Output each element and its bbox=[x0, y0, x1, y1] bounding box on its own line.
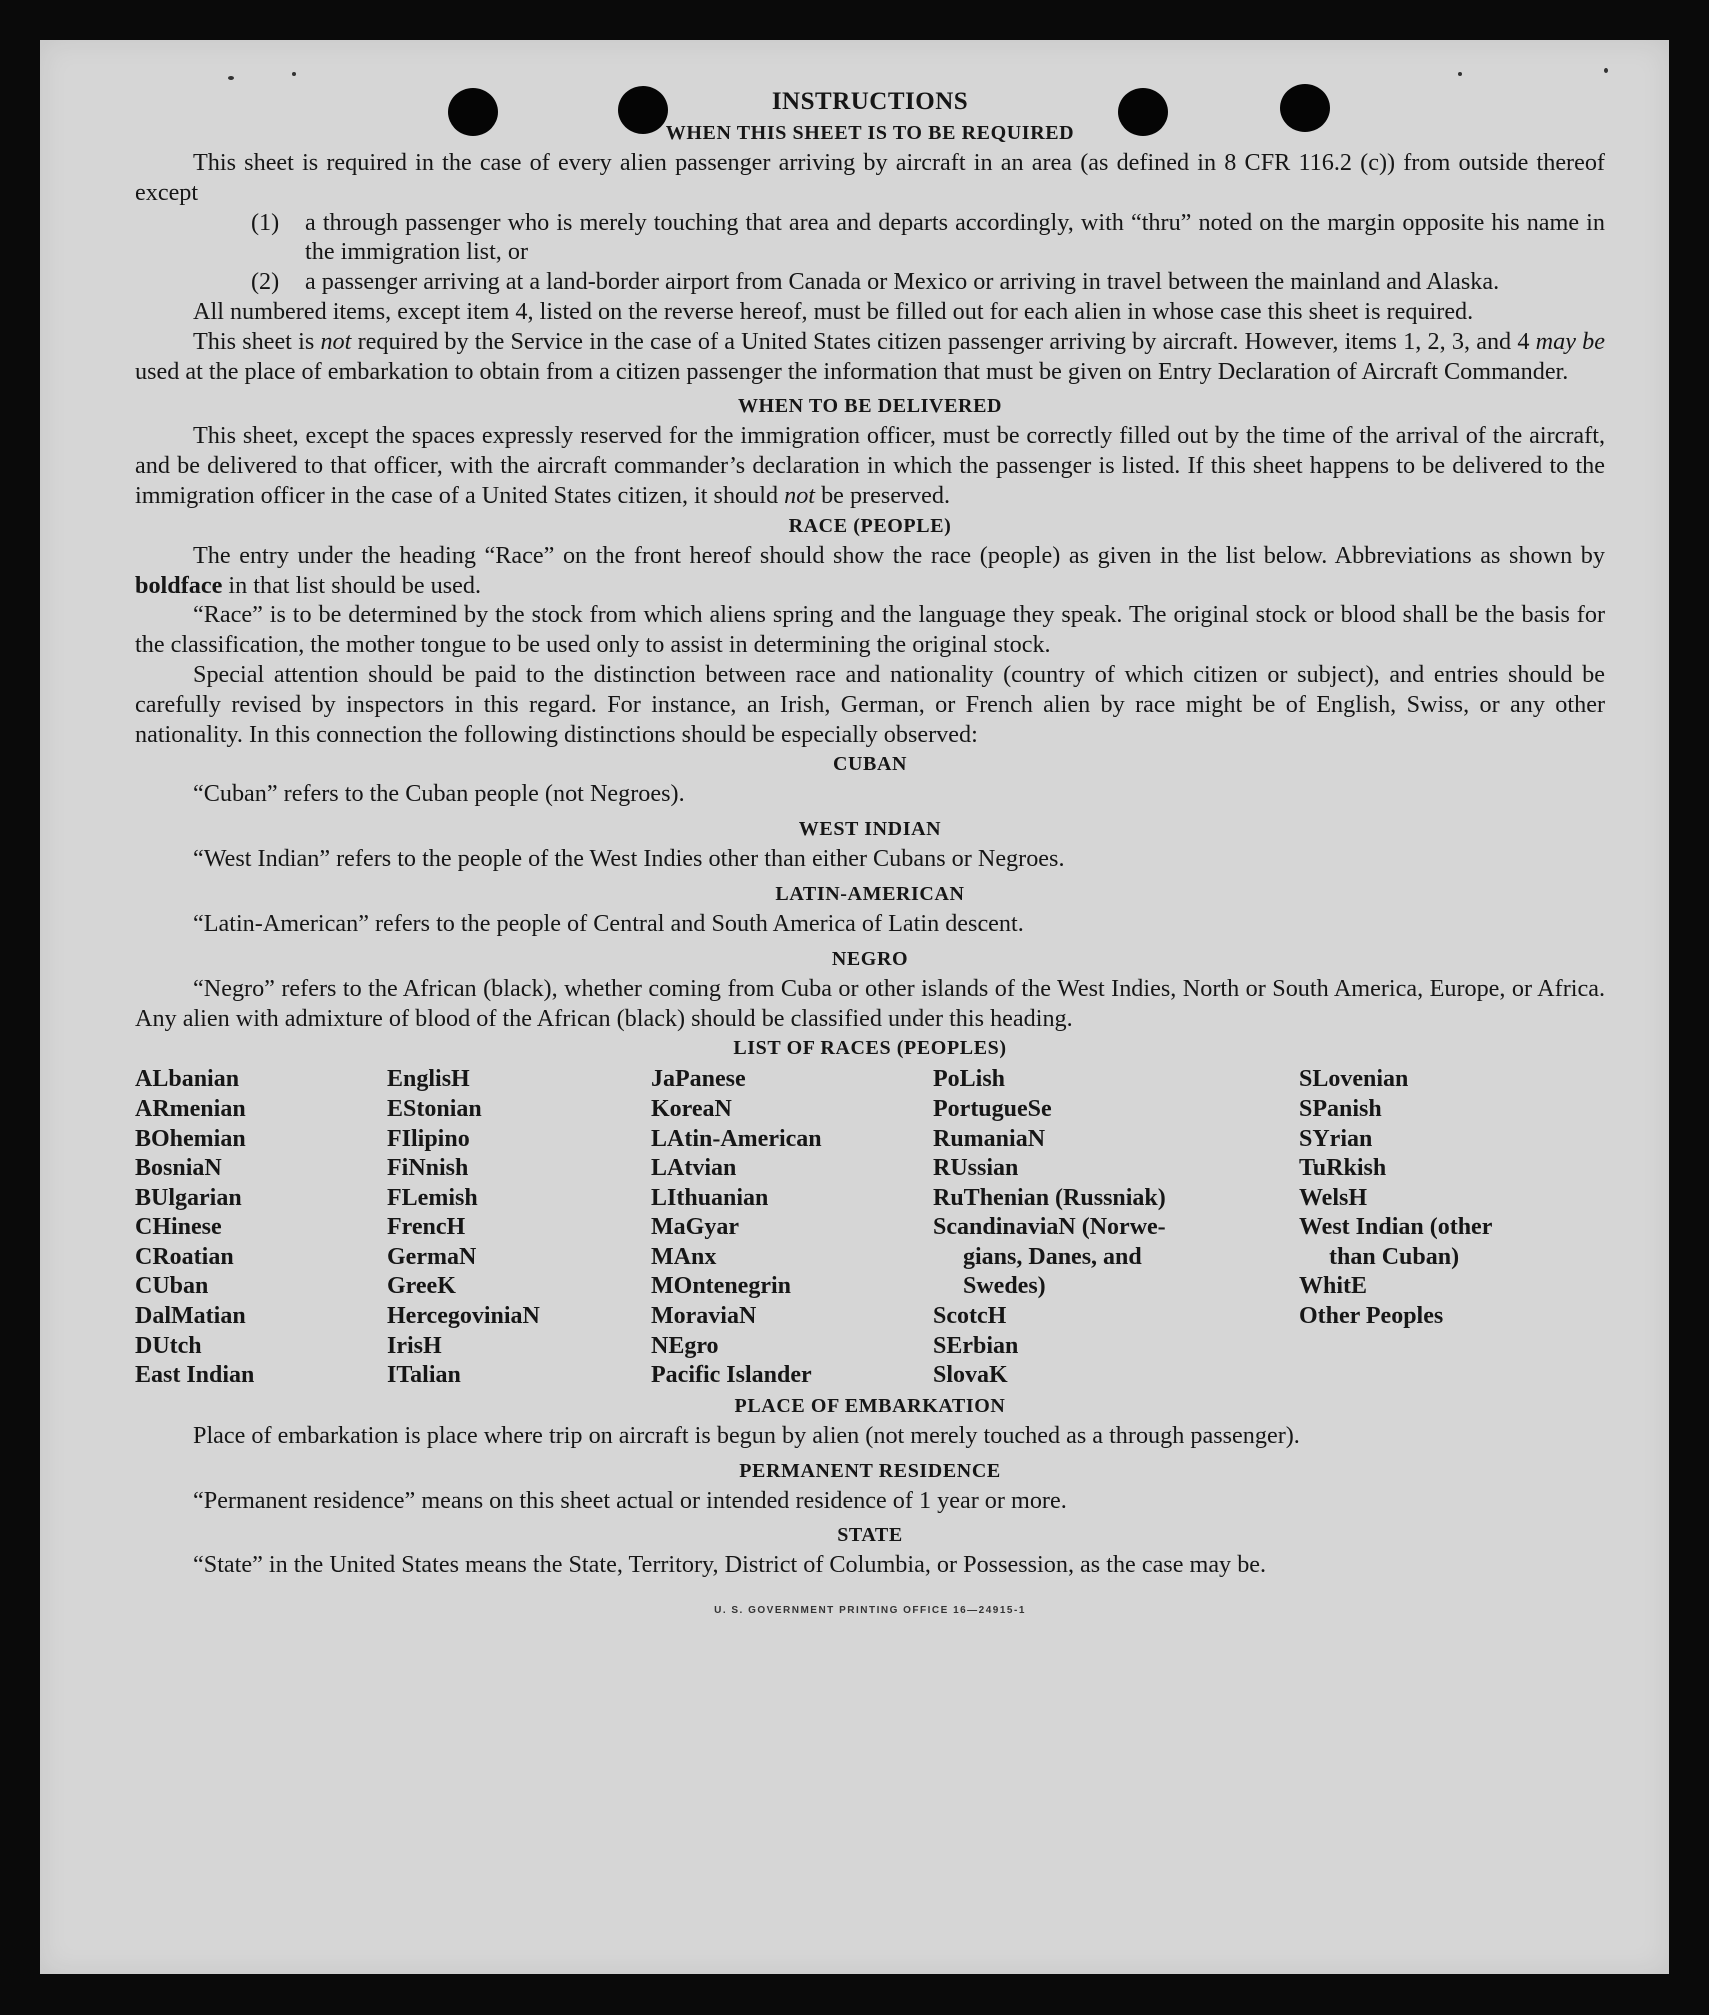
race-entry: SlovaK bbox=[933, 1362, 1008, 1389]
race-entry: BUlgarian bbox=[135, 1184, 242, 1211]
race-entry: RUssian bbox=[933, 1155, 1019, 1182]
text-run: used at the place of embarkation to obtain from a citizen passenger the information that must be given on Entry Declaration of Aircraft Commander. bbox=[135, 357, 1569, 385]
required-numbered-items: All numbered items, except item 4, listed on the reverse hereof, must be filled out for each alien in whose case this sheet is required. bbox=[193, 297, 1474, 325]
race-entry: EStonian bbox=[387, 1095, 482, 1122]
west-indian-text: “West Indian” refers to the people of the West Indies other than either Cubans or Negroes. bbox=[193, 845, 1065, 873]
negro-text: “Negro” refers to the African (black), whether coming from Cuba or other islands of the West Indies, North or South America, Europe, or Africa. Any alien with admixture of blood of the African (black) should be classified under this heading. bbox=[135, 974, 1605, 1032]
heading-state: STATE bbox=[837, 1524, 903, 1547]
race-entry: KoreaN bbox=[651, 1095, 732, 1122]
race-entry: DUtch bbox=[135, 1332, 202, 1359]
exception-number: (1) bbox=[251, 208, 280, 236]
race-entry: CHinese bbox=[135, 1214, 222, 1241]
race-entry: Swedes) bbox=[963, 1273, 1046, 1300]
race-paragraph-3: Special attention should be paid to the distinction between race and nationality (country of which citizen or subject), and entries should be carefully revised by inspectors in this regard. For instance, an Irish, German, or French alien by race might be of English, Swiss, or any other nationality. In this connection the following distinctions should be especially observed: bbox=[135, 660, 1605, 748]
heading-list-of-races: LIST OF RACES (PEOPLES) bbox=[733, 1037, 1007, 1060]
race-entry: ScandinaviaN (Norwe- bbox=[933, 1214, 1166, 1241]
heading-latin-american: LATIN-AMERICAN bbox=[775, 882, 965, 905]
race-entry: than Cuban) bbox=[1329, 1243, 1460, 1270]
exception-number: (2) bbox=[251, 268, 280, 296]
race-entry: GreeK bbox=[387, 1273, 456, 1300]
text-run: not bbox=[784, 481, 816, 509]
races-column bbox=[933, 1065, 1299, 1391]
race-entry: PortugueSe bbox=[933, 1095, 1052, 1122]
race-entry: SYrian bbox=[1299, 1125, 1373, 1152]
speck bbox=[1604, 68, 1608, 73]
heading-when-delivered: WHEN TO BE DELIVERED bbox=[737, 395, 1003, 418]
race-entry: ScotcH bbox=[933, 1303, 1007, 1330]
race-entry: GermaN bbox=[387, 1243, 477, 1270]
race-entry: WelsH bbox=[1299, 1184, 1368, 1211]
race-entry: Pacific Islander bbox=[651, 1362, 812, 1389]
race-entry: MOntenegrin bbox=[651, 1273, 791, 1300]
heading-embarkation: PLACE OF EMBARKATION bbox=[734, 1394, 1006, 1417]
heading-race: RACE (PEOPLE) bbox=[788, 514, 952, 537]
required-citizen-note bbox=[135, 327, 1605, 387]
race-entry: TuRkish bbox=[1299, 1155, 1387, 1182]
cuban-text: “Cuban” refers to the Cuban people (not Negroes). bbox=[193, 780, 685, 808]
race-entry: MAnx bbox=[651, 1243, 717, 1270]
heading-when-required: WHEN THIS SHEET IS TO BE REQUIRED bbox=[665, 122, 1075, 144]
race-entry: FiNnish bbox=[387, 1155, 469, 1182]
race-entry: MaGyar bbox=[651, 1214, 739, 1241]
text-run: in that list should be used. bbox=[222, 571, 482, 599]
delivered-text bbox=[135, 421, 1605, 510]
race-entry: SLovenian bbox=[1299, 1066, 1409, 1093]
embarkation-text: Place of embarkation is place where trip on aircraft is begun by alien (not merely touched as a through passenger). bbox=[193, 1421, 1300, 1449]
races-column bbox=[1299, 1065, 1589, 1391]
text-run: may be bbox=[1535, 327, 1605, 355]
heading-west-indian: WEST INDIAN bbox=[798, 818, 942, 841]
race-entry: FIlipino bbox=[387, 1125, 470, 1152]
race-entry: EnglisH bbox=[387, 1066, 470, 1093]
race-entry: DalMatian bbox=[135, 1303, 246, 1330]
race-entry: WhitE bbox=[1299, 1273, 1368, 1300]
race-entry: BOhemian bbox=[135, 1125, 246, 1152]
document-sheet bbox=[40, 40, 1669, 1974]
race-entry: FLemish bbox=[387, 1184, 478, 1211]
latin-american-text: “Latin-American” refers to the people of Central and South America of Latin descent. bbox=[193, 909, 1024, 937]
text-run: be preserved. bbox=[815, 481, 950, 509]
race-entry: Other Peoples bbox=[1299, 1303, 1444, 1330]
race-entry: ARmenian bbox=[135, 1095, 246, 1122]
race-entry: ALbanian bbox=[135, 1066, 240, 1093]
race-entry: BosniaN bbox=[135, 1155, 222, 1182]
page-title: INSTRUCTIONS bbox=[771, 88, 969, 115]
race-entry: CRoatian bbox=[135, 1243, 234, 1270]
race-entry: LIthuanian bbox=[651, 1184, 769, 1211]
race-entry: gians, Danes, and bbox=[963, 1243, 1142, 1270]
race-entry: East Indian bbox=[135, 1362, 255, 1389]
race-entry: MoraviaN bbox=[651, 1303, 757, 1330]
text-run: not bbox=[320, 327, 352, 355]
instructions-content bbox=[135, 86, 1605, 1626]
exception-item bbox=[135, 267, 1605, 297]
race-entry: RumaniaN bbox=[933, 1125, 1046, 1152]
heading-negro: NEGRO bbox=[831, 947, 909, 970]
race-entry: West Indian (other bbox=[1299, 1214, 1493, 1241]
speck bbox=[292, 72, 296, 76]
race-entry: RuThenian (Russniak) bbox=[933, 1184, 1166, 1211]
text-run: required by the Service in the case of a United States citizen passenger arriving by aircraft. However, items 1, 2, 3, and 4 bbox=[351, 327, 1536, 355]
state-text: “State” in the United States means the State, Territory, District of Columbia, or Possession, as the case may be. bbox=[193, 1551, 1267, 1579]
printing-office-footer: U. S. GOVERNMENT PRINTING OFFICE 16—24915-1 bbox=[714, 1605, 1026, 1617]
races-column bbox=[135, 1065, 387, 1391]
race-entry: HercegoviniaN bbox=[387, 1303, 540, 1330]
race-entry: LAtin-American bbox=[651, 1125, 822, 1152]
exception-text: a through passenger who is merely touching that area and departs accordingly, with “thru” noted on the margin opposite his name in the immigration list, or bbox=[305, 208, 1605, 266]
race-entry: ITalian bbox=[387, 1362, 461, 1389]
exception-text: a passenger arriving at a land-border airport from Canada or Mexico or arriving in travel between the mainland and Alaska. bbox=[305, 268, 1500, 296]
race-entry: LAtvian bbox=[651, 1155, 737, 1182]
races-column bbox=[387, 1065, 651, 1391]
text-run: This sheet is bbox=[193, 327, 321, 355]
race-entry: JaPanese bbox=[651, 1066, 746, 1093]
required-intro: This sheet is required in the case of every alien passenger arriving by aircraft in an area (as defined in 8 CFR 116.2 (c)) from outside thereof except bbox=[135, 149, 1605, 206]
race-entry: NEgro bbox=[651, 1332, 719, 1359]
heading-permanent-residence: PERMANENT RESIDENCE bbox=[739, 1459, 1001, 1482]
speck bbox=[1458, 72, 1462, 76]
race-paragraph-2: “Race” is to be determined by the stock from which aliens spring and the language they speak. The original stock or blood shall be the basis for the classification, the mother tongue to be used only to assist in determining the original stock. bbox=[135, 601, 1605, 659]
race-entry: PoLish bbox=[933, 1066, 1006, 1093]
race-entry: FrencH bbox=[387, 1214, 466, 1241]
speck bbox=[228, 76, 234, 80]
race-entry: SErbian bbox=[933, 1332, 1019, 1359]
residence-text: “Permanent residence” means on this sheet actual or intended residence of 1 year or more. bbox=[193, 1486, 1067, 1514]
exception-item bbox=[135, 208, 1605, 268]
race-entry: SPanish bbox=[1299, 1095, 1382, 1122]
list-of-races bbox=[135, 1065, 1605, 1391]
text-run: boldface bbox=[135, 571, 223, 599]
race-entry: IrisH bbox=[387, 1332, 442, 1359]
race-paragraph-1 bbox=[135, 541, 1605, 601]
heading-cuban: CUBAN bbox=[832, 753, 908, 776]
text-run: The entry under the heading “Race” on the front hereof should show the race (people) as given in the list below. Abbreviations as shown by bbox=[193, 541, 1605, 569]
text-run: This sheet, except the spaces expressly reserved for the immigration officer, must be correctly filled out by the time of the arrival of the aircraft, and be delivered to that officer, with the aircraft commander’s declaration in which the passenger is listed. If this sheet happens to be delivered to the immigration officer in the case of a United States citizen, it should bbox=[135, 422, 1605, 509]
race-entry: CUban bbox=[135, 1273, 209, 1300]
races-column bbox=[651, 1065, 933, 1391]
